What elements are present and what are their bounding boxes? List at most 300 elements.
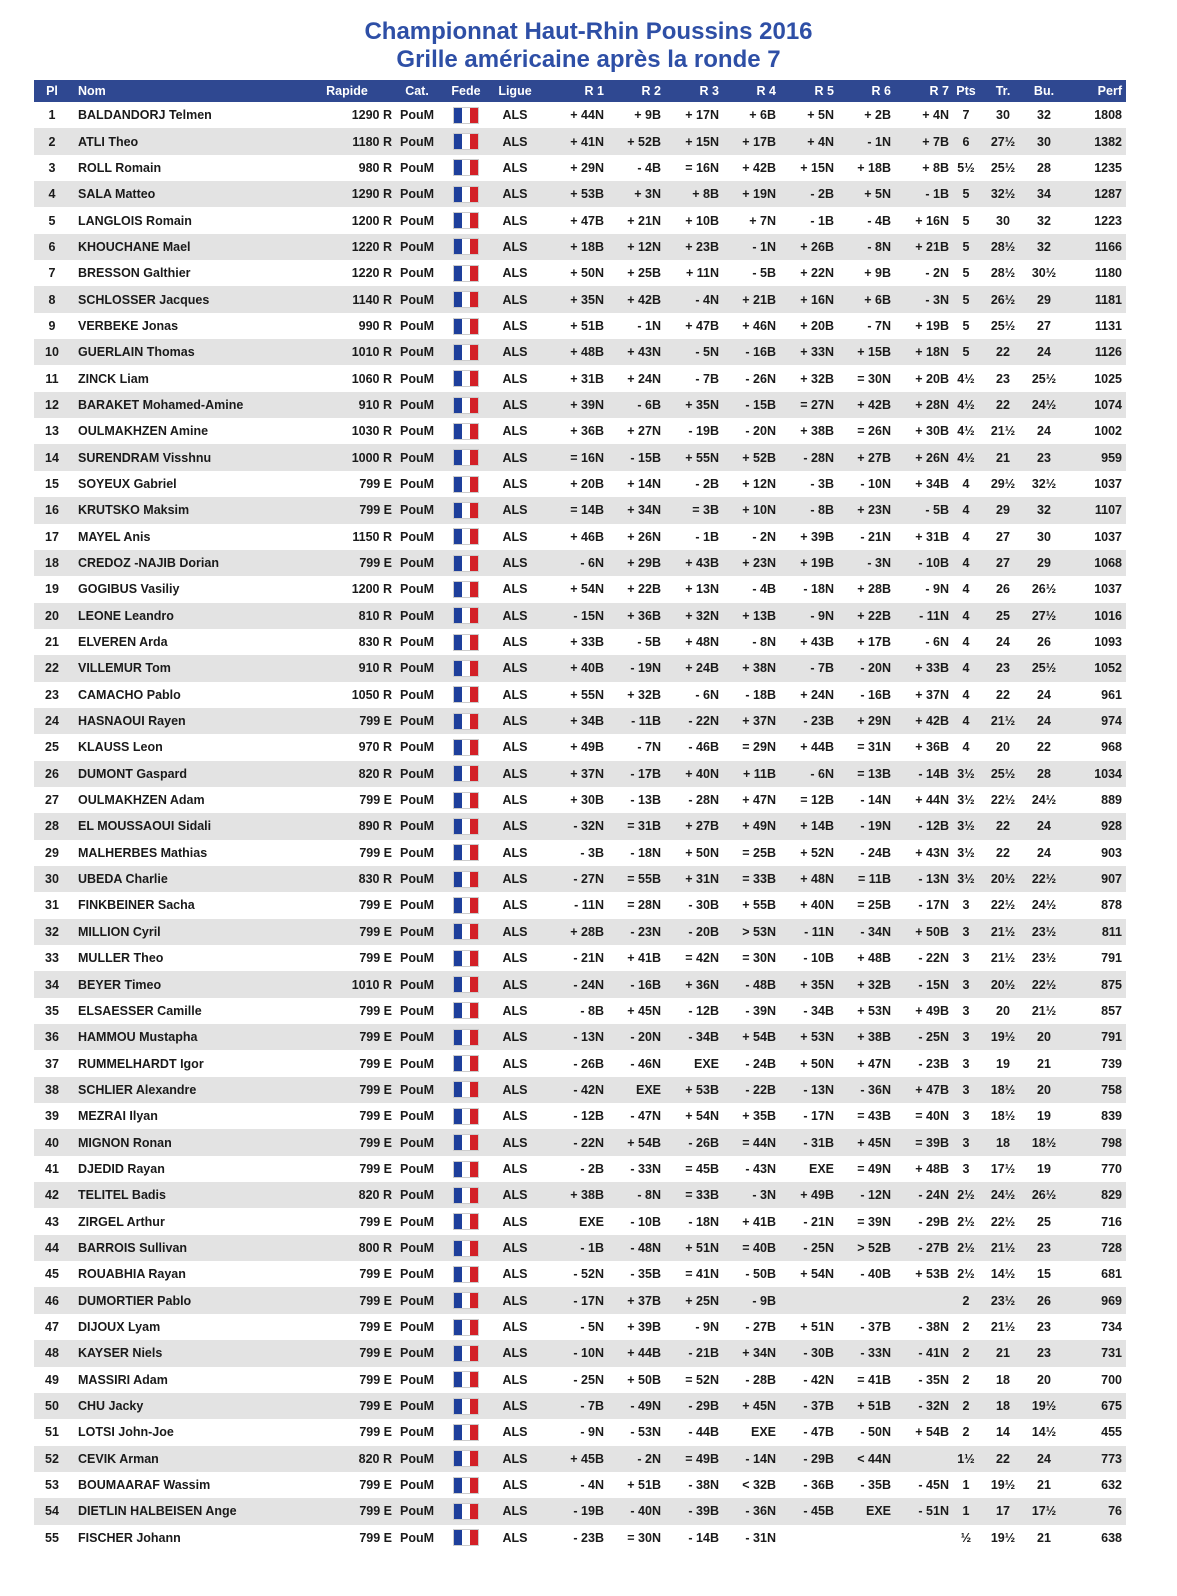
cell-round-1: + 53B xyxy=(540,181,604,207)
cell-performance: 857 xyxy=(1065,998,1126,1024)
cell-round-1: + 35N xyxy=(540,286,604,312)
cell-federation xyxy=(442,339,490,365)
table-row xyxy=(34,1077,1126,1103)
cell-name: KLAUSS Leon xyxy=(70,734,302,760)
cell-league: ALS xyxy=(490,1050,540,1076)
cell-tiebreak-tr: 32½ xyxy=(983,181,1023,207)
cell-round-2: + 51B xyxy=(604,1472,661,1498)
cell-round-2: - 4B xyxy=(604,155,661,181)
france-flag-icon xyxy=(454,766,478,781)
cell-round-3: + 8B xyxy=(661,181,719,207)
cell-points: 5 xyxy=(949,286,983,312)
table-row xyxy=(34,919,1126,945)
cell-category: PouM xyxy=(392,1182,442,1208)
cell-round-3: + 17N xyxy=(661,102,719,128)
cell-tiebreak-bu: 26 xyxy=(1023,1287,1065,1313)
cell-rank: 21 xyxy=(34,629,70,655)
cell-round-2: + 21N xyxy=(604,207,661,233)
cell-rating: 799 E xyxy=(302,1156,392,1182)
cell-name: SOYEUX Gabriel xyxy=(70,471,302,497)
cell-tiebreak-bu: 28 xyxy=(1023,761,1065,787)
table-row xyxy=(34,1525,1126,1551)
cell-name: BEYER Timeo xyxy=(70,971,302,997)
cell-round-5: + 50N xyxy=(776,1050,834,1076)
cell-round-2: - 11B xyxy=(604,708,661,734)
cell-round-2: + 26N xyxy=(604,524,661,550)
cell-tiebreak-bu: 23 xyxy=(1023,1340,1065,1366)
cell-tiebreak-bu: 19 xyxy=(1023,1103,1065,1129)
header-perf: Perf xyxy=(1065,80,1126,102)
cell-round-7: - 3N xyxy=(891,286,949,312)
cell-category: PouM xyxy=(392,708,442,734)
table-row xyxy=(34,365,1126,391)
cell-round-6: - 33N xyxy=(834,1340,891,1366)
cell-federation xyxy=(442,655,490,681)
france-flag-icon xyxy=(454,1320,478,1335)
cell-name: KHOUCHANE Mael xyxy=(70,234,302,260)
cell-rank: 49 xyxy=(34,1367,70,1393)
cell-round-3: = 41N xyxy=(661,1261,719,1287)
france-flag-icon xyxy=(454,1188,478,1203)
cell-round-3: + 25N xyxy=(661,1287,719,1313)
cell-league: ALS xyxy=(490,286,540,312)
cell-name: LEONE Leandro xyxy=(70,603,302,629)
table-row xyxy=(34,603,1126,629)
cell-rating: 830 R xyxy=(302,629,392,655)
table-row xyxy=(34,971,1126,997)
cell-points: 4 xyxy=(949,497,983,523)
cell-round-1: - 3B xyxy=(540,840,604,866)
cell-round-1: - 4N xyxy=(540,1472,604,1498)
cell-rating: 830 R xyxy=(302,866,392,892)
cell-name: ZINCK Liam xyxy=(70,365,302,391)
cell-round-2: - 35B xyxy=(604,1261,661,1287)
cell-tiebreak-bu: 25½ xyxy=(1023,365,1065,391)
france-flag-icon xyxy=(454,819,478,834)
cell-federation xyxy=(442,313,490,339)
cell-rank: 45 xyxy=(34,1261,70,1287)
cell-rank: 51 xyxy=(34,1419,70,1445)
cell-league: ALS xyxy=(490,1103,540,1129)
table-row xyxy=(34,1446,1126,1472)
cell-tiebreak-tr: 27½ xyxy=(983,128,1023,154)
cell-round-6: + 18B xyxy=(834,155,891,181)
cell-tiebreak-bu: 21 xyxy=(1023,1472,1065,1498)
cell-name: SURENDRAM Visshnu xyxy=(70,444,302,470)
cell-round-2: - 17B xyxy=(604,761,661,787)
cell-performance: 839 xyxy=(1065,1103,1126,1129)
cell-round-3: + 15N xyxy=(661,128,719,154)
cell-tiebreak-tr: 27 xyxy=(983,550,1023,576)
cell-name: VILLEMUR Tom xyxy=(70,655,302,681)
cell-tiebreak-tr: 14 xyxy=(983,1419,1023,1445)
header-r1: R 1 xyxy=(540,80,604,102)
cell-category: PouM xyxy=(392,919,442,945)
cell-round-7: + 53B xyxy=(891,1261,949,1287)
cell-federation xyxy=(442,181,490,207)
cell-federation xyxy=(442,945,490,971)
cell-tiebreak-bu: 24 xyxy=(1023,708,1065,734)
cell-performance: 875 xyxy=(1065,971,1126,997)
cell-round-6: - 21N xyxy=(834,524,891,550)
cell-round-4: + 10N xyxy=(719,497,776,523)
cell-round-4: - 8N xyxy=(719,629,776,655)
cell-round-6: + 45N xyxy=(834,1129,891,1155)
cell-category: PouM xyxy=(392,260,442,286)
cell-rank: 5 xyxy=(34,207,70,233)
cell-category: PouM xyxy=(392,365,442,391)
cell-round-4: < 32B xyxy=(719,1472,776,1498)
cell-federation xyxy=(442,682,490,708)
cell-points: 3½ xyxy=(949,761,983,787)
cell-tiebreak-bu: 26½ xyxy=(1023,576,1065,602)
cell-round-5: - 13N xyxy=(776,1077,834,1103)
cell-round-6: = 30N xyxy=(834,365,891,391)
cell-round-4: + 34N xyxy=(719,1340,776,1366)
cell-tiebreak-bu: 25½ xyxy=(1023,655,1065,681)
cell-category: PouM xyxy=(392,550,442,576)
cell-tiebreak-tr: 22 xyxy=(983,813,1023,839)
cell-round-5: - 3B xyxy=(776,471,834,497)
cell-points: 4 xyxy=(949,550,983,576)
cell-points: 3 xyxy=(949,1103,983,1129)
table-row xyxy=(34,1393,1126,1419)
cell-round-7: - 29B xyxy=(891,1208,949,1234)
cell-tiebreak-bu: 18½ xyxy=(1023,1129,1065,1155)
cell-round-3: + 10B xyxy=(661,207,719,233)
cell-tiebreak-tr: 25½ xyxy=(983,761,1023,787)
cell-federation xyxy=(442,1287,490,1313)
france-flag-icon xyxy=(454,661,478,676)
cell-name: DUMONT Gaspard xyxy=(70,761,302,787)
cell-tiebreak-tr: 28½ xyxy=(983,260,1023,286)
cell-round-2: + 54B xyxy=(604,1129,661,1155)
header-r5: R 5 xyxy=(776,80,834,102)
cell-round-4: - 48B xyxy=(719,971,776,997)
cell-round-3: EXE xyxy=(661,1050,719,1076)
cell-tiebreak-bu: 26 xyxy=(1023,629,1065,655)
cell-rating: 799 E xyxy=(302,998,392,1024)
cell-rank: 20 xyxy=(34,603,70,629)
cell-rank: 32 xyxy=(34,919,70,945)
cell-federation xyxy=(442,1340,490,1366)
table-row xyxy=(34,1261,1126,1287)
cell-round-2: + 14N xyxy=(604,471,661,497)
table-row xyxy=(34,629,1126,655)
cell-round-7: + 34B xyxy=(891,471,949,497)
cell-tiebreak-tr: 21½ xyxy=(983,1314,1023,1340)
cell-round-1: - 42N xyxy=(540,1077,604,1103)
cell-tiebreak-tr: 29 xyxy=(983,497,1023,523)
cell-league: ALS xyxy=(490,734,540,760)
cell-rank: 22 xyxy=(34,655,70,681)
cell-rating: 799 E xyxy=(302,1340,392,1366)
cell-points: 2 xyxy=(949,1314,983,1340)
cell-rating: 800 R xyxy=(302,1235,392,1261)
cell-performance: 928 xyxy=(1065,813,1126,839)
cell-tiebreak-bu: 25 xyxy=(1023,1208,1065,1234)
cell-category: PouM xyxy=(392,1419,442,1445)
cell-rating: 820 R xyxy=(302,1182,392,1208)
cell-performance: 1002 xyxy=(1065,418,1126,444)
cell-rank: 48 xyxy=(34,1340,70,1366)
cell-round-5: + 14B xyxy=(776,813,834,839)
cell-round-2: + 32B xyxy=(604,682,661,708)
cell-performance: 455 xyxy=(1065,1419,1126,1445)
cell-rating: 1050 R xyxy=(302,682,392,708)
cell-round-3: + 50N xyxy=(661,840,719,866)
cell-league: ALS xyxy=(490,655,540,681)
cell-round-2: + 43N xyxy=(604,339,661,365)
cell-round-4: + 17B xyxy=(719,128,776,154)
cell-performance: 1287 xyxy=(1065,181,1126,207)
cell-league: ALS xyxy=(490,603,540,629)
cell-round-6: - 34N xyxy=(834,919,891,945)
cell-category: PouM xyxy=(392,1050,442,1076)
cell-name: SCHLOSSER Jacques xyxy=(70,286,302,312)
cell-performance: 829 xyxy=(1065,1182,1126,1208)
cell-round-7: = 39B xyxy=(891,1129,949,1155)
cell-tiebreak-bu: 24 xyxy=(1023,1446,1065,1472)
france-flag-icon xyxy=(454,477,478,492)
cell-rating: 799 E xyxy=(302,1525,392,1551)
cell-rating: 799 E xyxy=(302,1498,392,1524)
table-row xyxy=(34,1235,1126,1261)
cell-round-1: - 6N xyxy=(540,550,604,576)
cell-rank: 3 xyxy=(34,155,70,181)
cell-round-1: - 52N xyxy=(540,1261,604,1287)
table-row xyxy=(34,313,1126,339)
cell-round-7: - 24N xyxy=(891,1182,949,1208)
cell-round-7: - 6N xyxy=(891,629,949,655)
cell-rank: 23 xyxy=(34,682,70,708)
cell-round-3: + 35N xyxy=(661,392,719,418)
cell-federation xyxy=(442,761,490,787)
cell-tiebreak-bu: 21 xyxy=(1023,1050,1065,1076)
cell-category: PouM xyxy=(392,866,442,892)
cell-league: ALS xyxy=(490,708,540,734)
cell-points: 4 xyxy=(949,471,983,497)
cell-round-7: + 48B xyxy=(891,1156,949,1182)
cell-round-3: - 28N xyxy=(661,787,719,813)
cell-round-1: + 36B xyxy=(540,418,604,444)
cell-points: 2 xyxy=(949,1367,983,1393)
cell-league: ALS xyxy=(490,1314,540,1340)
cell-round-6: + 51B xyxy=(834,1393,891,1419)
cell-round-5: - 29B xyxy=(776,1446,834,1472)
cell-rating: 1010 R xyxy=(302,971,392,997)
cell-round-1: - 8B xyxy=(540,998,604,1024)
cell-tiebreak-bu: 23½ xyxy=(1023,919,1065,945)
cell-round-4: + 55B xyxy=(719,892,776,918)
cell-round-4: - 28B xyxy=(719,1367,776,1393)
cell-rating: 820 R xyxy=(302,1446,392,1472)
cell-rating: 1200 R xyxy=(302,207,392,233)
cell-rank: 44 xyxy=(34,1235,70,1261)
cell-round-1: - 25N xyxy=(540,1367,604,1393)
cell-round-6: > 52B xyxy=(834,1235,891,1261)
cell-round-2: - 18N xyxy=(604,840,661,866)
cell-round-3: - 7B xyxy=(661,365,719,391)
table-row xyxy=(34,286,1126,312)
cell-tiebreak-bu: 20 xyxy=(1023,1367,1065,1393)
cell-points: 4 xyxy=(949,734,983,760)
cell-name: SCHLIER Alexandre xyxy=(70,1077,302,1103)
cell-name: FINKBEINER Sacha xyxy=(70,892,302,918)
france-flag-icon xyxy=(454,424,478,439)
cell-league: ALS xyxy=(490,840,540,866)
cell-round-3: = 52N xyxy=(661,1367,719,1393)
cell-round-4: + 11B xyxy=(719,761,776,787)
cell-rank: 7 xyxy=(34,260,70,286)
cell-tiebreak-tr: 21½ xyxy=(983,418,1023,444)
cell-round-4: + 21B xyxy=(719,286,776,312)
cell-category: PouM xyxy=(392,418,442,444)
cell-round-4: + 47N xyxy=(719,787,776,813)
cell-round-1: - 26B xyxy=(540,1050,604,1076)
cell-round-7: - 10B xyxy=(891,550,949,576)
table-row xyxy=(34,1367,1126,1393)
cell-performance: 961 xyxy=(1065,682,1126,708)
cell-league: ALS xyxy=(490,1393,540,1419)
cell-round-1: + 50N xyxy=(540,260,604,286)
cell-federation xyxy=(442,1472,490,1498)
cell-name: DUMORTIER Pablo xyxy=(70,1287,302,1313)
cell-tiebreak-tr: 21½ xyxy=(983,1235,1023,1261)
cell-round-4: + 54B xyxy=(719,1024,776,1050)
header-r6: R 6 xyxy=(834,80,891,102)
cell-round-3: - 6N xyxy=(661,682,719,708)
cell-round-6: - 14N xyxy=(834,787,891,813)
cell-category: PouM xyxy=(392,840,442,866)
table-row xyxy=(34,655,1126,681)
cell-points: 4 xyxy=(949,576,983,602)
cell-tiebreak-bu: 30 xyxy=(1023,128,1065,154)
cell-round-7: + 54B xyxy=(891,1419,949,1445)
header-bu: Bu. xyxy=(1023,80,1065,102)
cell-league: ALS xyxy=(490,155,540,181)
cell-federation xyxy=(442,1525,490,1551)
cell-round-7: + 43N xyxy=(891,840,949,866)
cell-performance: 968 xyxy=(1065,734,1126,760)
cell-round-2: + 45N xyxy=(604,998,661,1024)
cell-round-5: + 39B xyxy=(776,524,834,550)
table-row xyxy=(34,787,1126,813)
france-flag-icon xyxy=(454,529,478,544)
cell-performance: 675 xyxy=(1065,1393,1126,1419)
cell-federation xyxy=(442,998,490,1024)
table-row xyxy=(34,444,1126,470)
france-flag-icon xyxy=(454,1504,478,1519)
cell-round-2: + 41B xyxy=(604,945,661,971)
cell-tiebreak-tr: 30 xyxy=(983,207,1023,233)
cell-federation xyxy=(442,603,490,629)
cell-round-5: - 30B xyxy=(776,1340,834,1366)
cell-rating: 890 R xyxy=(302,813,392,839)
cell-tiebreak-tr: 22½ xyxy=(983,1208,1023,1234)
cell-round-6: = 26N xyxy=(834,418,891,444)
france-flag-icon xyxy=(454,1162,478,1177)
cell-round-3: = 16N xyxy=(661,155,719,181)
cell-rating: 799 E xyxy=(302,892,392,918)
cell-round-6: + 15B xyxy=(834,339,891,365)
cell-round-7: + 16N xyxy=(891,207,949,233)
cell-points: 1½ xyxy=(949,1446,983,1472)
cell-performance: 1037 xyxy=(1065,576,1126,602)
cell-name: MIGNON Ronan xyxy=(70,1129,302,1155)
cell-round-4: - 15B xyxy=(719,392,776,418)
cell-performance: 1068 xyxy=(1065,550,1126,576)
cell-rating: 799 E xyxy=(302,1419,392,1445)
cell-round-2: - 47N xyxy=(604,1103,661,1129)
cell-round-7: - 25N xyxy=(891,1024,949,1050)
cell-federation xyxy=(442,1182,490,1208)
france-flag-icon xyxy=(454,1241,478,1256)
table-row xyxy=(34,1182,1126,1208)
cell-tiebreak-bu: 32½ xyxy=(1023,471,1065,497)
cell-category: PouM xyxy=(392,102,442,128)
cell-round-7: - 23B xyxy=(891,1050,949,1076)
cell-round-6: < 44N xyxy=(834,1446,891,1472)
france-flag-icon xyxy=(454,845,478,860)
cell-tiebreak-tr: 26½ xyxy=(983,286,1023,312)
cell-points: 4½ xyxy=(949,418,983,444)
cell-round-2: - 46N xyxy=(604,1050,661,1076)
cell-rating: 799 E xyxy=(302,1367,392,1393)
cell-round-6: - 12N xyxy=(834,1182,891,1208)
cell-name: ELSAESSER Camille xyxy=(70,998,302,1024)
cell-federation xyxy=(442,734,490,760)
cell-rating: 799 E xyxy=(302,1472,392,1498)
france-flag-icon xyxy=(454,108,478,123)
cell-round-2: + 3N xyxy=(604,181,661,207)
cell-category: PouM xyxy=(392,629,442,655)
cell-round-7: - 27B xyxy=(891,1235,949,1261)
france-flag-icon xyxy=(454,1109,478,1124)
cell-tiebreak-bu: 26½ xyxy=(1023,1182,1065,1208)
cell-round-7: - 22N xyxy=(891,945,949,971)
cell-category: PouM xyxy=(392,576,442,602)
cell-federation xyxy=(442,1393,490,1419)
cell-round-2: - 48N xyxy=(604,1235,661,1261)
cell-rating: 1200 R xyxy=(302,576,392,602)
cell-rank: 26 xyxy=(34,761,70,787)
cell-points: 5 xyxy=(949,313,983,339)
header-r4: R 4 xyxy=(719,80,776,102)
cell-points: 3 xyxy=(949,998,983,1024)
cell-league: ALS xyxy=(490,392,540,418)
cell-rating: 1030 R xyxy=(302,418,392,444)
cell-name: MULLER Theo xyxy=(70,945,302,971)
header-cat: Cat. xyxy=(392,80,442,102)
cell-name: MEZRAI Ilyan xyxy=(70,1103,302,1129)
cell-round-5: EXE xyxy=(776,1156,834,1182)
table-row xyxy=(34,1419,1126,1445)
cell-tiebreak-bu: 22½ xyxy=(1023,866,1065,892)
cell-round-4: = 44N xyxy=(719,1129,776,1155)
cell-round-4: = 25B xyxy=(719,840,776,866)
cell-tiebreak-tr: 14½ xyxy=(983,1261,1023,1287)
cell-league: ALS xyxy=(490,128,540,154)
cell-league: ALS xyxy=(490,971,540,997)
cell-performance: 1037 xyxy=(1065,524,1126,550)
cell-name: DIETLIN HALBEISEN Ange xyxy=(70,1498,302,1524)
cell-name: CAMACHO Pablo xyxy=(70,682,302,708)
cell-tiebreak-tr: 18½ xyxy=(983,1103,1023,1129)
cell-tiebreak-tr: 22 xyxy=(983,682,1023,708)
cell-name: LANGLOIS Romain xyxy=(70,207,302,233)
cell-category: PouM xyxy=(392,603,442,629)
